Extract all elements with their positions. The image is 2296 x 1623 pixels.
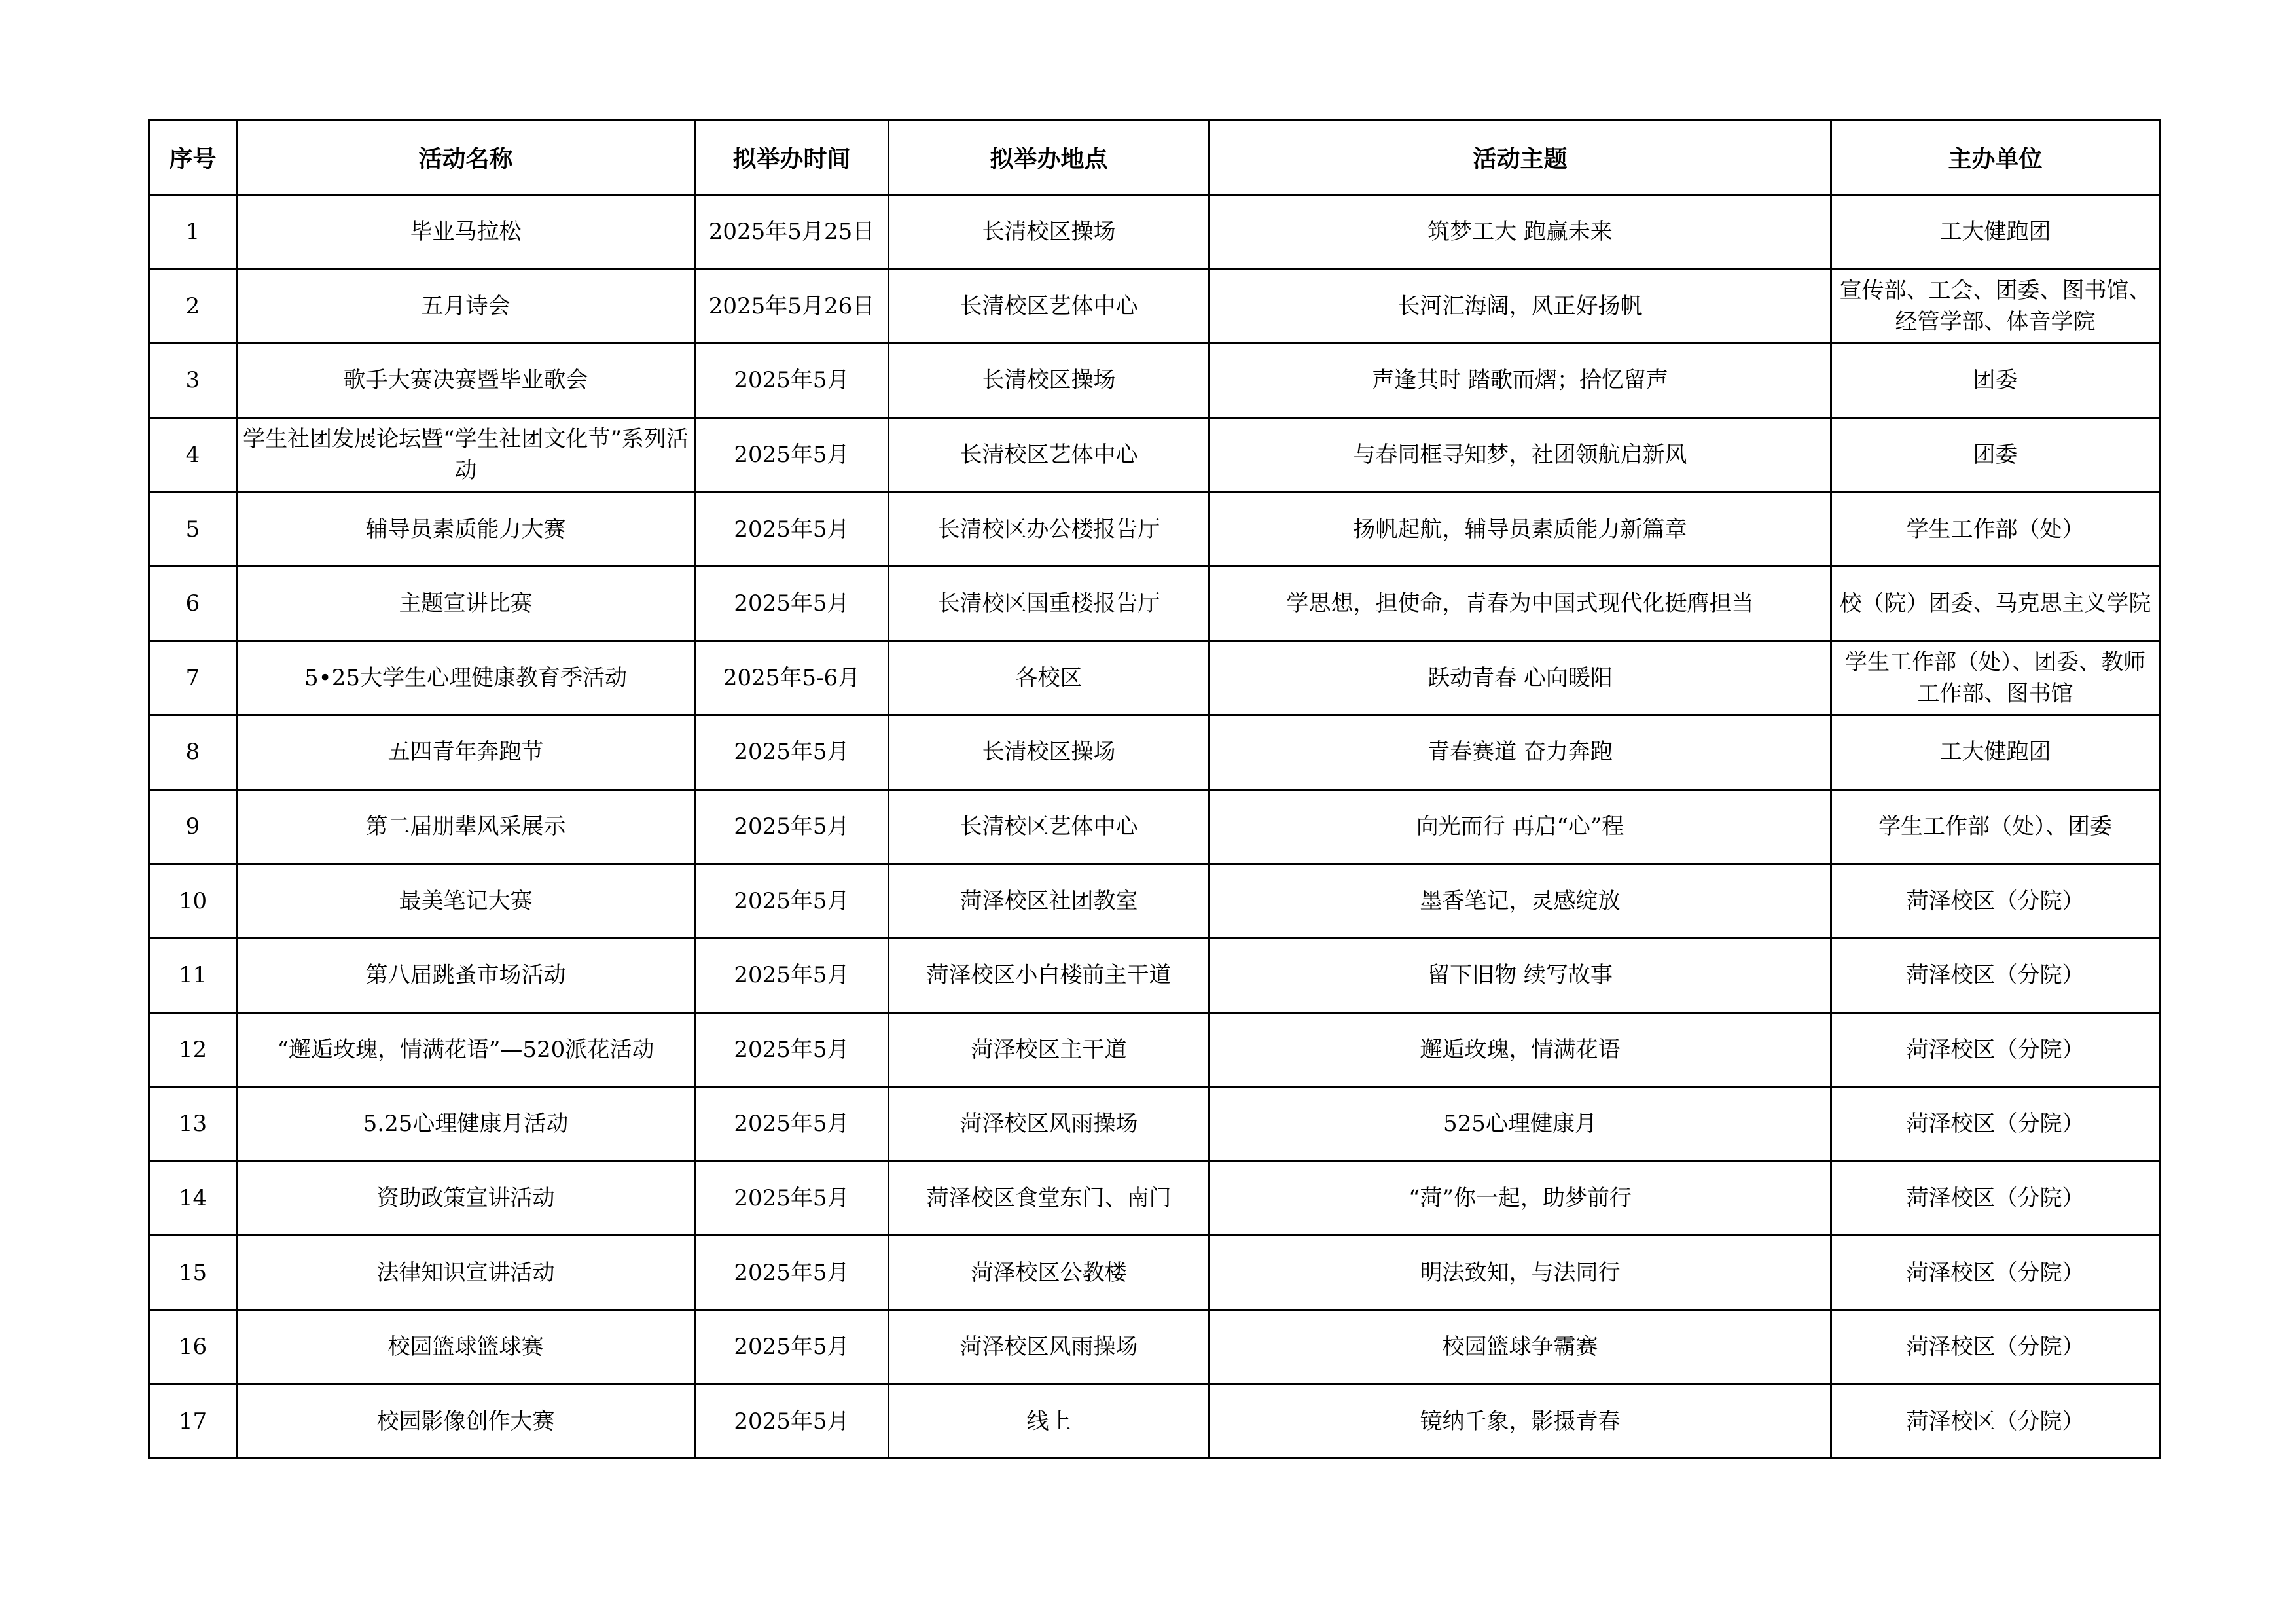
cell-activity-name-text: “邂逅玫瑰，情满花语”—520派花活动 <box>277 1036 655 1063</box>
cell-planned-time <box>695 641 889 715</box>
cell-activity-name-text: 五四青年奔跑节 <box>387 739 544 766</box>
cell-host-unit-text: 菏泽校区（分院） <box>1906 1111 2085 1137</box>
cell-activity-theme-text: 校园篮球争霸赛 <box>1442 1334 1598 1361</box>
cell-planned-venue-text: 长清校区艺体中心 <box>960 293 1138 319</box>
cell-host-unit <box>1831 195 2160 270</box>
table-row <box>149 789 2160 864</box>
cell-serial-number <box>149 1161 237 1236</box>
cell-planned-time-text: 2025年5月 <box>734 1259 850 1286</box>
cell-host-unit <box>1831 1012 2160 1087</box>
cell-planned-time <box>695 1012 889 1087</box>
cell-serial-number-text: 9 <box>185 813 200 840</box>
cell-activity-name-text: 第八届跳蚤市场活动 <box>365 962 566 989</box>
cell-host-unit-text: 工大健跑团 <box>1939 739 2051 766</box>
cell-serial-number-text: 6 <box>185 590 200 617</box>
cell-activity-name <box>237 1384 695 1459</box>
cell-serial-number-text: 14 <box>178 1185 207 1212</box>
header-serial-number: 序号 <box>149 120 237 195</box>
cell-serial-number <box>149 344 237 418</box>
cell-serial-number-text: 11 <box>178 962 207 989</box>
table-row <box>149 1012 2160 1087</box>
cell-host-unit-text: 菏泽校区（分院） <box>1906 887 2085 914</box>
cell-planned-time-text: 2025年5月 <box>734 1185 850 1212</box>
cell-planned-venue <box>889 1087 1210 1162</box>
table-row <box>149 1087 2160 1162</box>
cell-host-unit <box>1831 566 2160 641</box>
cell-activity-theme-text: 镜纳千象，影摄青春 <box>1420 1408 1621 1435</box>
cell-activity-name <box>237 789 695 864</box>
cell-planned-venue <box>889 269 1210 344</box>
cell-activity-theme <box>1210 566 1831 641</box>
cell-host-unit <box>1831 492 2160 567</box>
cell-planned-venue <box>889 715 1210 790</box>
cell-planned-venue-text: 菏泽校区小白楼前主干道 <box>926 962 1172 989</box>
cell-activity-theme <box>1210 418 1831 492</box>
table-row <box>149 1161 2160 1236</box>
cell-serial-number-text: 10 <box>178 887 207 914</box>
cell-serial-number-text: 5 <box>185 516 200 543</box>
cell-planned-time-text: 2025年5月 <box>734 367 850 394</box>
cell-planned-venue-text: 菏泽校区食堂东门、南门 <box>926 1185 1172 1212</box>
cell-activity-theme <box>1210 789 1831 864</box>
cell-activity-theme <box>1210 864 1831 938</box>
cell-planned-time <box>695 1236 889 1310</box>
cell-planned-time-text: 2025年5月 <box>734 516 850 543</box>
cell-activity-theme <box>1210 1087 1831 1162</box>
cell-planned-venue <box>889 344 1210 418</box>
cell-activity-name-text: 法律知识宣讲活动 <box>376 1259 555 1286</box>
cell-activity-name <box>237 641 695 715</box>
cell-serial-number-text: 1 <box>185 219 200 245</box>
cell-activity-name <box>237 492 695 567</box>
cell-activity-name <box>237 1161 695 1236</box>
cell-planned-time-text: 2025年5月26日 <box>708 293 875 319</box>
cell-activity-theme <box>1210 1310 1831 1384</box>
cell-host-unit-text: 菏泽校区（分院） <box>1906 962 2085 989</box>
cell-activity-theme-text: 青春赛道 奋力奔跑 <box>1427 739 1613 766</box>
cell-activity-name-text: 学生社团发展论坛暨“学生社团文化节”系列活动 <box>243 426 689 484</box>
cell-serial-number <box>149 789 237 864</box>
table-row <box>149 1384 2160 1459</box>
cell-serial-number-text: 8 <box>185 739 200 766</box>
cell-planned-time <box>695 1310 889 1384</box>
cell-activity-name <box>237 566 695 641</box>
cell-host-unit-text: 学生工作部（处）、团委 <box>1878 813 2112 840</box>
cell-planned-venue-text: 长清校区办公楼报告厅 <box>937 516 1160 543</box>
cell-host-unit <box>1831 641 2160 715</box>
cell-activity-name-text: 5•25大学生心理健康教育季活动 <box>304 664 627 691</box>
cell-serial-number-text: 4 <box>185 442 200 469</box>
table-header-row <box>149 120 2160 195</box>
cell-planned-venue <box>889 938 1210 1012</box>
cell-planned-venue-text: 长清校区操场 <box>982 219 1116 245</box>
cell-activity-theme-text: 留下旧物 续写故事 <box>1427 962 1613 989</box>
cell-host-unit <box>1831 789 2160 864</box>
cell-host-unit-text: 菏泽校区（分院） <box>1906 1259 2085 1286</box>
cell-activity-theme-text: 墨香笔记，灵感绽放 <box>1420 887 1621 914</box>
cell-planned-time-text: 2025年5月 <box>734 1334 850 1361</box>
cell-serial-number-text: 15 <box>178 1259 207 1286</box>
cell-serial-number-text: 3 <box>185 367 200 394</box>
cell-host-unit-text: 菏泽校区（分院） <box>1906 1334 2085 1361</box>
cell-planned-time <box>695 195 889 270</box>
cell-activity-theme <box>1210 1161 1831 1236</box>
cell-planned-time-text: 2025年5月 <box>734 739 850 766</box>
cell-serial-number-text: 13 <box>178 1111 207 1137</box>
header-planned-venue: 拟举办地点 <box>889 120 1210 195</box>
cell-planned-venue <box>889 1310 1210 1384</box>
cell-planned-time <box>695 1384 889 1459</box>
cell-planned-time <box>695 789 889 864</box>
cell-planned-venue <box>889 789 1210 864</box>
cell-planned-venue-text: 长清校区操场 <box>982 367 1116 394</box>
header-activity-theme: 活动主题 <box>1210 120 1831 195</box>
cell-activity-theme-text: 明法致知，与法同行 <box>1420 1259 1621 1286</box>
cell-serial-number-text: 7 <box>185 664 200 691</box>
cell-serial-number-text: 17 <box>178 1408 207 1435</box>
cell-activity-name-text: 辅导员素质能力大赛 <box>365 516 566 543</box>
header-host-unit: 主办单位 <box>1831 120 2160 195</box>
table-row <box>149 269 2160 344</box>
cell-planned-venue-text: 线上 <box>1026 1408 1071 1435</box>
header-planned-time: 拟举办时间 <box>695 120 889 195</box>
cell-planned-venue <box>889 641 1210 715</box>
cell-activity-name-text: 第二届朋辈风采展示 <box>365 813 566 840</box>
cell-planned-time <box>695 1161 889 1236</box>
cell-host-unit-text: 工大健跑团 <box>1939 219 2051 245</box>
table-row <box>149 715 2160 790</box>
cell-activity-name-text: 歌手大赛决赛暨毕业歌会 <box>343 367 588 394</box>
cell-activity-name <box>237 418 695 492</box>
cell-activity-theme-text: 邂逅玫瑰，情满花语 <box>1420 1036 1621 1063</box>
cell-planned-venue <box>889 1012 1210 1087</box>
cell-host-unit <box>1831 269 2160 344</box>
cell-activity-theme-text: 扬帆起航，辅导员素质能力新篇章 <box>1353 516 1687 543</box>
table-row <box>149 1310 2160 1384</box>
cell-planned-time-text: 2025年5月 <box>734 1036 850 1063</box>
cell-planned-time-text: 2025年5月 <box>734 813 850 840</box>
cell-serial-number <box>149 1012 237 1087</box>
table-row <box>149 195 2160 270</box>
cell-activity-theme-text: “菏”你一起，助梦前行 <box>1408 1185 1632 1212</box>
cell-activity-name-text: 校园篮球篮球赛 <box>387 1334 544 1361</box>
table-row <box>149 566 2160 641</box>
cell-activity-name-text: 毕业马拉松 <box>410 219 522 245</box>
cell-serial-number <box>149 641 237 715</box>
cell-planned-venue-text: 长清校区操场 <box>982 739 1116 766</box>
cell-serial-number <box>149 864 237 938</box>
cell-planned-time <box>695 492 889 567</box>
cell-planned-venue-text: 长清校区国重楼报告厅 <box>937 590 1160 617</box>
cell-activity-theme-text: 525心理健康月 <box>1443 1111 1597 1137</box>
cell-planned-time <box>695 1087 889 1162</box>
cell-activity-theme-text: 跃动青春 心向暖阳 <box>1427 664 1613 691</box>
cell-planned-venue-text: 长清校区艺体中心 <box>960 813 1138 840</box>
cell-planned-time <box>695 566 889 641</box>
cell-activity-name <box>237 269 695 344</box>
cell-planned-time-text: 2025年5月 <box>734 442 850 469</box>
cell-activity-name <box>237 715 695 790</box>
cell-planned-time-text: 2025年5月 <box>734 590 850 617</box>
cell-planned-venue <box>889 566 1210 641</box>
cell-host-unit <box>1831 418 2160 492</box>
cell-planned-time <box>695 269 889 344</box>
cell-serial-number-text: 12 <box>178 1036 207 1063</box>
cell-activity-name <box>237 938 695 1012</box>
cell-activity-name <box>237 1310 695 1384</box>
cell-planned-venue <box>889 864 1210 938</box>
cell-activity-name-text: 最美笔记大赛 <box>399 887 533 914</box>
cell-planned-time <box>695 938 889 1012</box>
cell-serial-number <box>149 1310 237 1384</box>
cell-planned-time-text: 2025年5月 <box>734 1408 850 1435</box>
cell-serial-number <box>149 715 237 790</box>
cell-serial-number-text: 16 <box>178 1334 207 1361</box>
cell-host-unit <box>1831 1310 2160 1384</box>
cell-activity-name <box>237 1087 695 1162</box>
cell-activity-theme-text: 学思想，担使命，青春为中国式现代化挺膺担当 <box>1286 590 1754 617</box>
cell-activity-theme <box>1210 715 1831 790</box>
cell-serial-number <box>149 492 237 567</box>
cell-serial-number <box>149 1087 237 1162</box>
cell-host-unit-text: 校（院）团委、马克思主义学院 <box>1839 590 2151 617</box>
cell-planned-venue-text: 各校区 <box>1015 664 1083 691</box>
cell-serial-number <box>149 195 237 270</box>
cell-activity-name <box>237 1236 695 1310</box>
cell-planned-time-text: 2025年5月 <box>734 1111 850 1137</box>
cell-activity-theme-text: 声逢其时 踏歌而熠；拾忆留声 <box>1372 367 1668 394</box>
cell-activity-theme-text: 与春同框寻知梦，社团领航启新风 <box>1353 442 1687 469</box>
cell-planned-venue-text: 菏泽校区公教楼 <box>971 1259 1127 1286</box>
cell-host-unit-text: 菏泽校区（分院） <box>1906 1408 2085 1435</box>
cell-host-unit <box>1831 344 2160 418</box>
cell-serial-number <box>149 1236 237 1310</box>
cell-planned-venue <box>889 1384 1210 1459</box>
cell-planned-venue <box>889 1236 1210 1310</box>
cell-activity-theme <box>1210 492 1831 567</box>
table-row <box>149 1236 2160 1310</box>
table-row <box>149 492 2160 567</box>
cell-activity-theme <box>1210 269 1831 344</box>
cell-host-unit-text: 学生工作部（处）、团委、教师工作部、图书馆 <box>1845 649 2145 707</box>
cell-host-unit-text: 团委 <box>1973 367 2018 394</box>
cell-planned-venue-text: 菏泽校区风雨操场 <box>960 1334 1138 1361</box>
cell-activity-name-text: 资助政策宣讲活动 <box>376 1185 555 1212</box>
cell-planned-venue <box>889 492 1210 567</box>
table-body <box>149 195 2160 1459</box>
cell-serial-number <box>149 1384 237 1459</box>
cell-planned-time <box>695 344 889 418</box>
cell-host-unit <box>1831 938 2160 1012</box>
cell-activity-theme <box>1210 938 1831 1012</box>
cell-host-unit-text: 学生工作部（处） <box>1906 516 2085 543</box>
cell-host-unit <box>1831 1087 2160 1162</box>
cell-planned-time <box>695 715 889 790</box>
cell-planned-time <box>695 864 889 938</box>
cell-activity-theme <box>1210 195 1831 270</box>
cell-activity-theme-text: 筑梦工大 跑赢未来 <box>1427 219 1613 245</box>
cell-serial-number <box>149 269 237 344</box>
cell-activity-name-text: 5.25心理健康月活动 <box>363 1111 569 1137</box>
table-row <box>149 418 2160 492</box>
activity-table <box>148 119 2161 1459</box>
cell-planned-time-text: 2025年5月 <box>734 887 850 914</box>
cell-host-unit <box>1831 1161 2160 1236</box>
cell-host-unit-text: 团委 <box>1973 442 2018 469</box>
cell-planned-time-text: 2025年5月 <box>734 962 850 989</box>
cell-activity-name-text: 五月诗会 <box>421 293 511 319</box>
cell-host-unit <box>1831 1236 2160 1310</box>
cell-planned-venue-text: 菏泽校区风雨操场 <box>960 1111 1138 1137</box>
cell-host-unit-text: 宣传部、工会、团委、图书馆、经管学部、体音学院 <box>1839 277 2151 335</box>
cell-activity-theme <box>1210 344 1831 418</box>
activity-schedule-sheet <box>148 119 2159 1459</box>
cell-serial-number <box>149 938 237 1012</box>
cell-activity-name <box>237 195 695 270</box>
cell-serial-number-text: 2 <box>185 293 200 319</box>
cell-activity-name-text: 校园影像创作大赛 <box>376 1408 555 1435</box>
header-activity-name: 活动名称 <box>237 120 695 195</box>
cell-activity-theme <box>1210 641 1831 715</box>
cell-activity-name <box>237 344 695 418</box>
cell-planned-venue-text: 长清校区艺体中心 <box>960 442 1138 469</box>
table-row <box>149 344 2160 418</box>
cell-host-unit-text: 菏泽校区（分院） <box>1906 1036 2085 1063</box>
cell-serial-number <box>149 418 237 492</box>
table-row <box>149 938 2160 1012</box>
cell-planned-venue <box>889 1161 1210 1236</box>
cell-activity-name-text: 主题宣讲比赛 <box>399 590 533 617</box>
cell-planned-time-text: 2025年5月25日 <box>708 219 875 245</box>
cell-host-unit <box>1831 864 2160 938</box>
cell-activity-name <box>237 1012 695 1087</box>
table-row <box>149 864 2160 938</box>
cell-activity-name <box>237 864 695 938</box>
cell-planned-time <box>695 418 889 492</box>
cell-planned-venue <box>889 418 1210 492</box>
cell-planned-venue <box>889 195 1210 270</box>
cell-planned-time-text: 2025年5-6月 <box>723 664 861 691</box>
cell-serial-number <box>149 566 237 641</box>
cell-planned-venue-text: 菏泽校区主干道 <box>971 1036 1127 1063</box>
cell-host-unit <box>1831 1384 2160 1459</box>
cell-activity-theme-text: 向光而行 再启“心”程 <box>1416 813 1624 840</box>
table-row <box>149 641 2160 715</box>
cell-planned-venue-text: 菏泽校区社团教室 <box>960 887 1138 914</box>
cell-activity-theme <box>1210 1012 1831 1087</box>
cell-host-unit-text: 菏泽校区（分院） <box>1906 1185 2085 1212</box>
cell-activity-theme-text: 长河汇海阔，风正好扬帆 <box>1397 293 1643 319</box>
cell-host-unit <box>1831 715 2160 790</box>
cell-activity-theme <box>1210 1236 1831 1310</box>
cell-activity-theme <box>1210 1384 1831 1459</box>
